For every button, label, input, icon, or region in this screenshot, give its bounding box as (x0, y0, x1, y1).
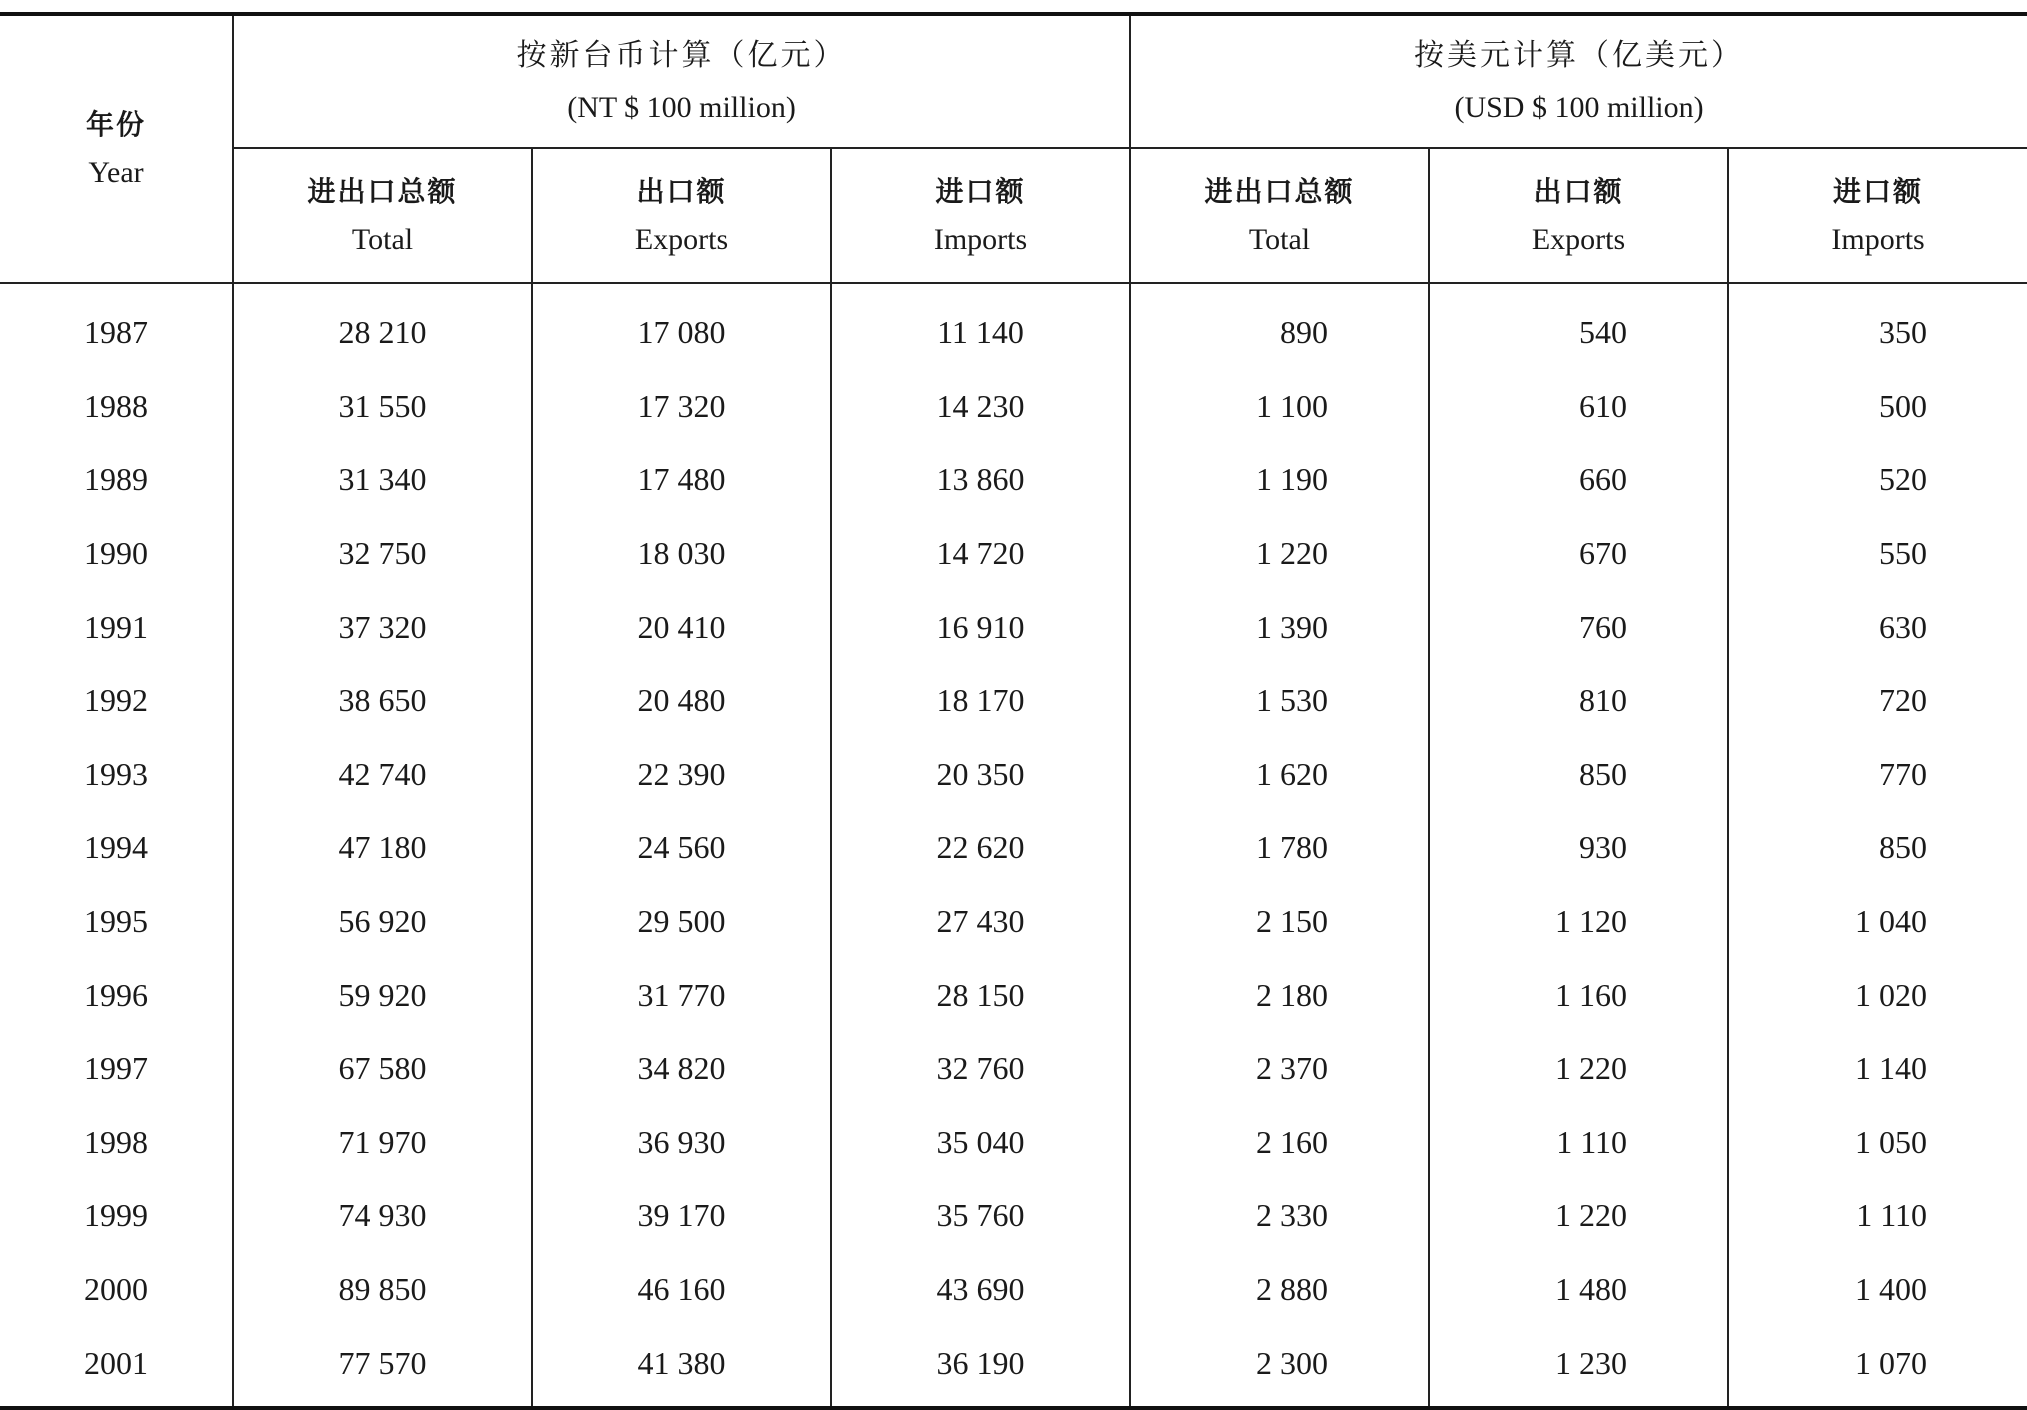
usd-total-cell: 1 390 (1130, 590, 1429, 664)
ntd-imports-cell: 28 150 (831, 958, 1130, 1032)
usd-exports-cell: 670 (1429, 517, 1728, 591)
year-cell: 1987 (0, 283, 233, 370)
year-header-en: Year (88, 156, 144, 189)
ntd-total-cell: 31 340 (233, 443, 532, 517)
table-row (0, 738, 2027, 812)
year-cell: 1994 (0, 811, 233, 885)
year-cell: 2001 (0, 1326, 233, 1408)
year-cell: 1996 (0, 958, 233, 1032)
usd-total-cell: 1 780 (1130, 811, 1429, 885)
group-header-usd (1130, 14, 2027, 148)
ntd-imports-cell: 43 690 (831, 1253, 1130, 1327)
trade-table (0, 12, 2027, 1410)
ntd-exports-cell: 39 170 (532, 1179, 831, 1253)
usd-imports-cell: 1 040 (1855, 903, 1928, 940)
ntd-total-cell: 31 550 (233, 370, 532, 444)
usd-exports-cell: 850 (1429, 738, 1728, 812)
year-cell: 1995 (0, 885, 233, 959)
usd-exports-cell: 660 (1429, 443, 1728, 517)
subheader-cn: 进出口总额 (307, 174, 458, 208)
usd-exports-cell: 610 (1429, 370, 1728, 444)
ntd-total-cell: 37 320 (233, 590, 532, 664)
ntd-exports-cell: 24 560 (532, 811, 831, 885)
subheader-en: Exports (634, 222, 729, 256)
ntd-imports-cell: 27 430 (831, 885, 1130, 959)
ntd-total-cell: 77 570 (233, 1326, 532, 1408)
subheader-usd-imports (1728, 148, 2027, 283)
ntd-exports-cell: 46 160 (532, 1253, 831, 1327)
ntd-exports-cell: 22 390 (532, 738, 831, 812)
ntd-imports-cell: 20 350 (831, 738, 1130, 812)
usd-imports-cell: 550 (1879, 535, 1928, 572)
group-header-ntd (233, 14, 1130, 148)
table-row (0, 590, 2027, 664)
usd-exports-cell: 1 220 (1429, 1179, 1728, 1253)
subheader-cn: 进出口总额 (1204, 174, 1355, 208)
subheader-usd-total (1130, 148, 1429, 283)
subheader-cn: 出口额 (636, 174, 727, 208)
usd-total-cell: 2 180 (1130, 958, 1429, 1032)
usd-total-cell: 890 (1130, 283, 1429, 370)
ntd-total-cell: 32 750 (233, 517, 532, 591)
usd-imports-cell: 1 070 (1855, 1344, 1928, 1381)
ntd-exports-cell: 17 480 (532, 443, 831, 517)
ntd-imports-cell: 13 860 (831, 443, 1130, 517)
ntd-total-cell: 89 850 (233, 1253, 532, 1327)
ntd-imports-cell: 14 720 (831, 517, 1130, 591)
ntd-imports-cell: 18 170 (831, 664, 1130, 738)
year-cell: 1997 (0, 1032, 233, 1106)
table-row (0, 443, 2027, 517)
usd-imports-cell: 1 400 (1855, 1271, 1928, 1308)
subheader-cn: 出口额 (1533, 174, 1624, 208)
usd-imports-cell: 770 (1879, 755, 1928, 792)
usd-imports-cell: 720 (1879, 682, 1928, 719)
ntd-exports-cell: 34 820 (532, 1032, 831, 1106)
subheader-ntd-total (233, 148, 532, 283)
table-row (0, 1326, 2027, 1408)
usd-exports-cell: 1 220 (1429, 1032, 1728, 1106)
usd-imports-cell: 1 020 (1855, 976, 1928, 1013)
ntd-total-cell: 56 920 (233, 885, 532, 959)
usd-imports-cell: 1 140 (1855, 1050, 1928, 1087)
year-cell: 1999 (0, 1179, 233, 1253)
year-cell: 1990 (0, 517, 233, 591)
subheader-en: Imports (1831, 222, 1925, 256)
table-row (0, 1179, 2027, 1253)
subheader-cn: 进口额 (1833, 174, 1924, 208)
usd-exports-cell: 1 120 (1429, 885, 1728, 959)
table-row (0, 370, 2027, 444)
ntd-exports-cell: 41 380 (532, 1326, 831, 1408)
ntd-exports-cell: 36 930 (532, 1106, 831, 1180)
table-row (0, 1253, 2027, 1327)
table-row (0, 811, 2027, 885)
usd-total-cell: 2 160 (1130, 1106, 1429, 1180)
ntd-total-cell: 47 180 (233, 811, 532, 885)
subheader-cn: 进口额 (935, 174, 1026, 208)
usd-total-cell: 2 880 (1130, 1253, 1429, 1327)
ntd-exports-cell: 18 030 (532, 517, 831, 591)
year-cell: 2000 (0, 1253, 233, 1327)
usd-total-cell: 2 300 (1130, 1326, 1429, 1408)
ntd-total-cell: 59 920 (233, 958, 532, 1032)
usd-imports-cell: 850 (1879, 829, 1928, 866)
usd-exports-cell: 930 (1429, 811, 1728, 885)
group-header-usd-en: (USD $ 100 million) (1454, 90, 1704, 124)
ntd-exports-cell: 29 500 (532, 885, 831, 959)
subheader-ntd-exports (532, 148, 831, 283)
usd-imports-cell: 1 110 (1856, 1197, 1928, 1234)
usd-total-cell: 2 330 (1130, 1179, 1429, 1253)
usd-exports-cell: 1 230 (1429, 1326, 1728, 1408)
table-row (0, 885, 2027, 959)
usd-exports-cell: 1 110 (1429, 1106, 1728, 1180)
year-cell: 1992 (0, 664, 233, 738)
usd-total-cell: 1 220 (1130, 517, 1429, 591)
ntd-exports-cell: 20 480 (532, 664, 831, 738)
usd-exports-cell: 1 160 (1429, 958, 1728, 1032)
table-row (0, 664, 2027, 738)
usd-exports-cell: 760 (1429, 590, 1728, 664)
table-row (0, 958, 2027, 1032)
usd-total-cell: 1 190 (1130, 443, 1429, 517)
usd-total-cell: 1 620 (1130, 738, 1429, 812)
subheader-en: Imports (933, 222, 1028, 256)
ntd-total-cell: 74 930 (233, 1179, 532, 1253)
table-row (0, 1032, 2027, 1106)
subheader-en: Exports (1531, 222, 1626, 256)
subheader-en: Total (351, 222, 414, 256)
usd-total-cell: 1 100 (1130, 370, 1429, 444)
group-header-ntd-en: (NT $ 100 million) (567, 90, 796, 124)
ntd-total-cell: 71 970 (233, 1106, 532, 1180)
ntd-imports-cell: 35 040 (831, 1106, 1130, 1180)
year-cell: 1998 (0, 1106, 233, 1180)
ntd-total-cell: 42 740 (233, 738, 532, 812)
usd-imports-cell: 500 (1879, 387, 1928, 424)
year-cell: 1989 (0, 443, 233, 517)
usd-exports-cell: 810 (1429, 664, 1728, 738)
usd-total-cell: 1 530 (1130, 664, 1429, 738)
ntd-exports-cell: 17 080 (532, 283, 831, 370)
year-cell: 1988 (0, 370, 233, 444)
table-row (0, 517, 2027, 591)
ntd-imports-cell: 36 190 (831, 1326, 1130, 1408)
usd-total-cell: 2 370 (1130, 1032, 1429, 1106)
year-cell: 1993 (0, 738, 233, 812)
usd-imports-cell: 350 (1879, 314, 1928, 351)
usd-imports-cell: 1 050 (1855, 1123, 1928, 1160)
usd-imports-cell: 630 (1879, 608, 1928, 645)
usd-exports-cell: 540 (1429, 283, 1728, 370)
ntd-imports-cell: 16 910 (831, 590, 1130, 664)
ntd-exports-cell: 31 770 (532, 958, 831, 1032)
ntd-exports-cell: 20 410 (532, 590, 831, 664)
ntd-imports-cell: 11 140 (831, 283, 1130, 370)
table-body (0, 283, 2027, 1408)
year-header-cn: 年份 (85, 108, 146, 141)
year-column-header (0, 14, 233, 283)
ntd-imports-cell: 32 760 (831, 1032, 1130, 1106)
ntd-total-cell: 28 210 (233, 283, 532, 370)
group-header-ntd-cn: 按新台币计算（亿元） (516, 37, 847, 73)
usd-total-cell: 2 150 (1130, 885, 1429, 959)
subheader-usd-exports (1429, 148, 1728, 283)
year-cell: 1991 (0, 590, 233, 664)
group-header-usd-cn: 按美元计算（亿美元） (1414, 37, 1745, 73)
table-header (0, 14, 2027, 283)
subheader-ntd-imports (831, 148, 1130, 283)
usd-exports-cell: 1 480 (1429, 1253, 1728, 1327)
ntd-imports-cell: 35 760 (831, 1179, 1130, 1253)
ntd-total-cell: 38 650 (233, 664, 532, 738)
subheader-en: Total (1248, 222, 1311, 256)
ntd-imports-cell: 22 620 (831, 811, 1130, 885)
ntd-exports-cell: 17 320 (532, 370, 831, 444)
usd-imports-cell: 520 (1879, 461, 1928, 498)
table-row (0, 1106, 2027, 1180)
ntd-imports-cell: 14 230 (831, 370, 1130, 444)
ntd-total-cell: 67 580 (233, 1032, 532, 1106)
table-row (0, 283, 2027, 370)
